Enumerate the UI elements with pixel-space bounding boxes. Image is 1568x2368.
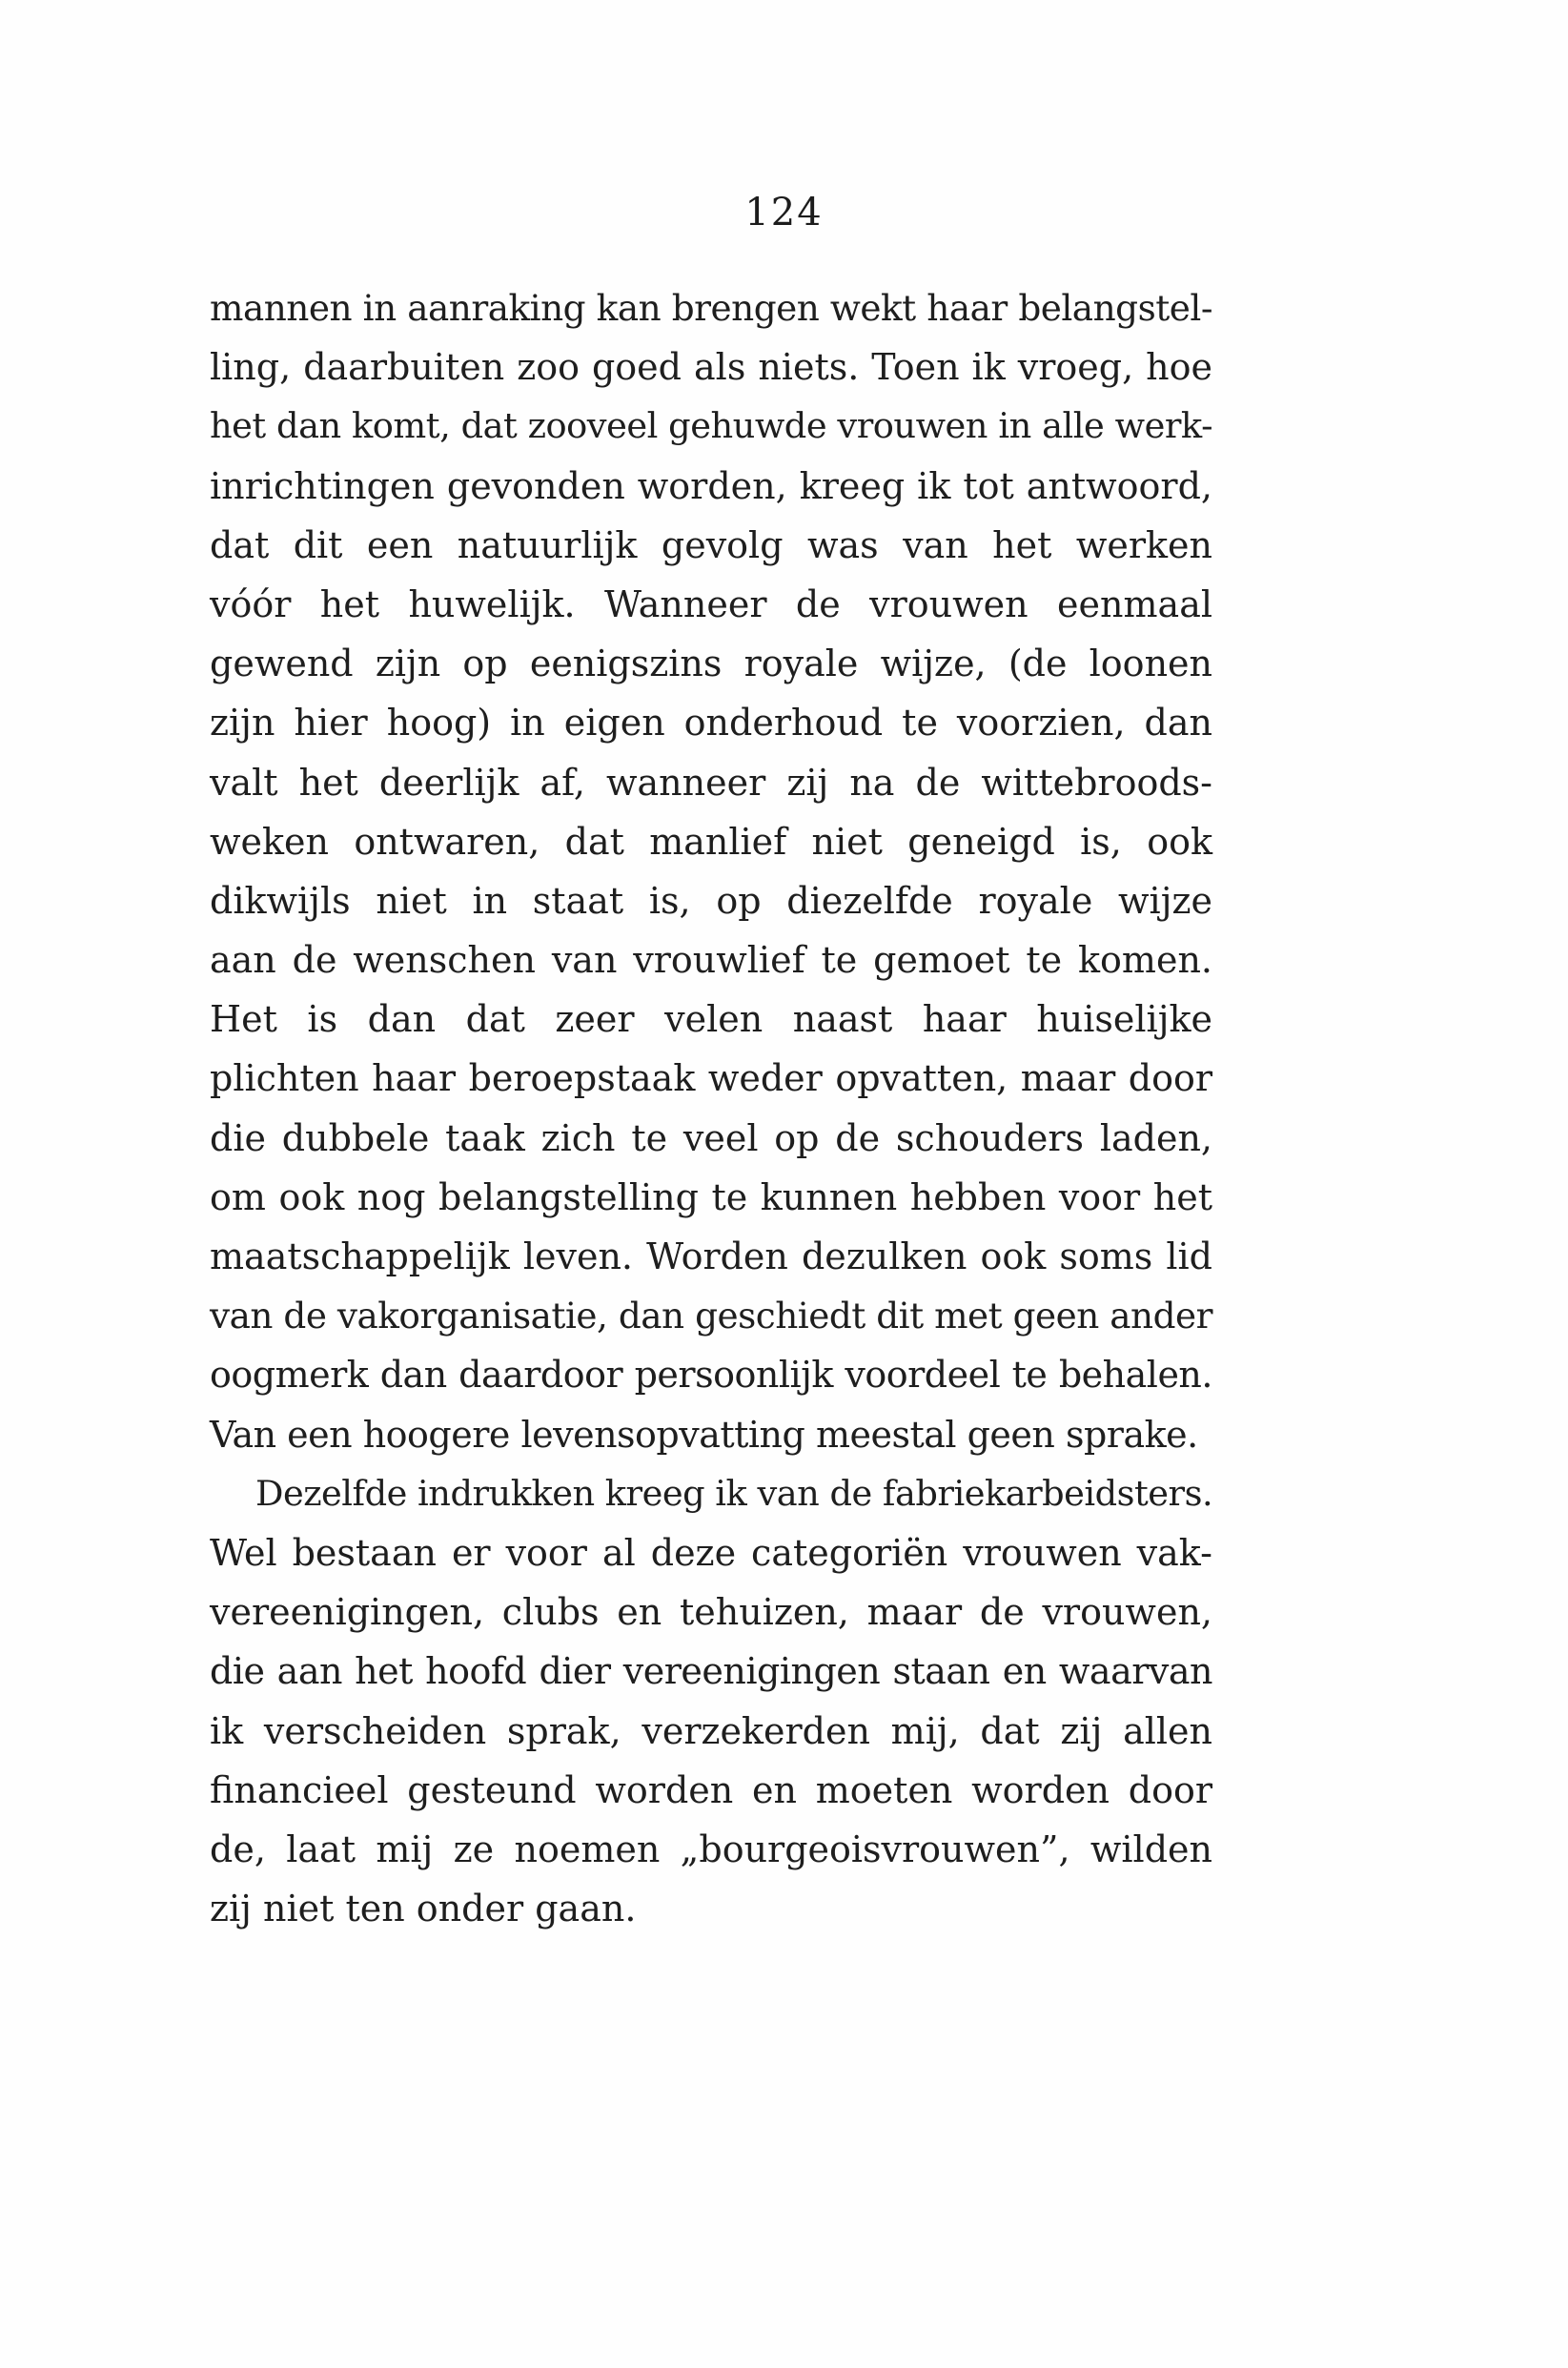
text-line: maatschappelijk leven. Worden dezulken ook soms lid (210, 1235, 1212, 1277)
text-line: zijn hier hoog) in eigen onderhoud te voorzien, dan (210, 702, 1212, 745)
text-line: om ook nog belangstelling te kunnen hebben voor het (210, 1175, 1212, 1218)
text-line: het dan komt, dat zooveel gehuwde vrouwen in alle werk- (210, 405, 1212, 447)
text-line: financieel gesteund worden en moeten worden door (210, 1768, 1212, 1811)
text-line: vereenigingen, clubs en tehuizen, maar de vrouwen, (210, 1591, 1212, 1634)
text-line: Het is dan dat zeer velen naast haar huiselijke (210, 998, 1212, 1041)
text-line: die aan het hoofd dier vereenigingen staan en waarvan (210, 1650, 1212, 1693)
text-line: mannen in aanraking kan brengen wekt haar belangstel- (210, 287, 1212, 329)
body-text (210, 278, 1212, 1938)
text-line: ling, daarbuiten zoo goed als niets. Toen ik vroeg, hoe (210, 346, 1212, 389)
text-line: gewend zijn op eenigszins royale wijze, (de loonen (210, 643, 1212, 685)
text-line: de, laat mij ze noemen „bourgeoisvrouwen”, wilden (210, 1827, 1212, 1870)
text-line: Wel bestaan er voor al deze categoriën vrouwen vak- (210, 1531, 1212, 1574)
text-line: die dubbele taak zich te veel op de schouders laden, (210, 1116, 1212, 1159)
text-line: plichten haar beroepstaak weder opvatten, maar door (210, 1057, 1212, 1100)
text-line: van de vakorganisatie, dan geschiedt dit met geen ander (210, 1295, 1212, 1337)
text-line: oogmerk dan daardoor persoonlijk voordeel te behalen. (210, 1354, 1212, 1397)
text-line: Van een hoogere levensopvatting meestal geen sprake. (210, 1413, 1198, 1456)
text-line: Dezelfde indrukken kreeg ik van de fabriekarbeidsters. (255, 1472, 1213, 1514)
text-line: inrichtingen gevonden worden, kreeg ik tot antwoord, (210, 464, 1212, 507)
text-line: weken ontwaren, dat manlief niet geneigd is, ook (210, 820, 1212, 863)
text-line: ik verscheiden sprak, verzekerden mij, dat zij allen (210, 1709, 1212, 1752)
page-number: 124 (744, 191, 824, 235)
text-line: vóór het huwelijk. Wanneer de vrouwen eenmaal (210, 582, 1212, 625)
text-line: aan de wenschen van vrouwlief te gemoet te komen. (210, 939, 1212, 982)
text-line: zij niet ten onder gaan. (210, 1888, 637, 1930)
text-line: dat dit een natuurlijk gevolg was van het werken (210, 523, 1212, 566)
text-line: valt het deerlijk af, wanneer zij na de wittebroods- (210, 761, 1212, 804)
text-line: dikwijls niet in staat is, op diezelfde royale wijze (210, 879, 1212, 922)
